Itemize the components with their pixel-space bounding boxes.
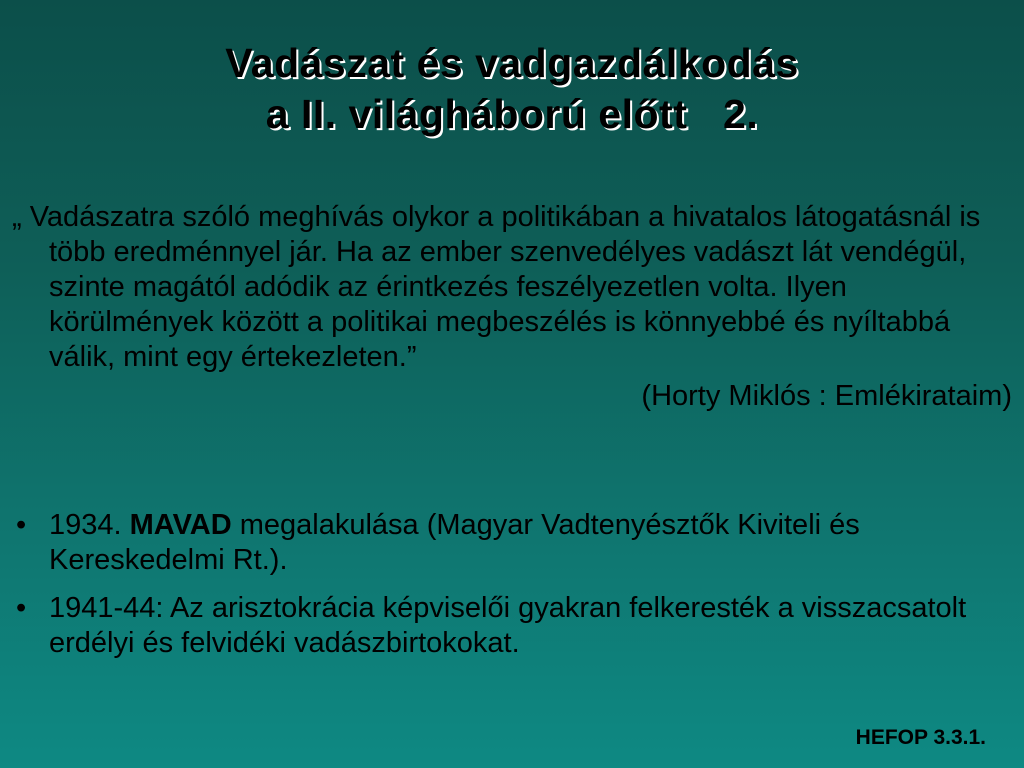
quote-text: „ Vadászatra szóló meghívás olykor a politikában a hivatalos látogatásnál is több eredménnyel jár. Ha az ember szenvedélyes vadászt lát vendégül, szinte magától adódik az érintkezés feszélyezetlen volta. Ilyen körülmények között a politikai megbeszélés is könnyebbé és nyíltabbá válik, mint egy értekezleten.” (12, 201, 981, 373)
bullet-item-aristocracy (12, 591, 1012, 661)
title-line-2: a II. világháború előtt 2. (265, 91, 759, 137)
footer-label: HEFOP 3.3.1. (855, 726, 986, 749)
quote-block (12, 200, 1012, 414)
bullet-marker: • (16, 592, 27, 624)
bullet-rest: megalakulása (Magyar Vadtenyésztők Kiviteli és Kereskedelmi Rt.). (49, 509, 860, 576)
bullet-list (12, 508, 1012, 674)
bullet-prefix: 1934. (49, 509, 130, 541)
title-line-1: Vadászat és vadgazdálkodás (225, 40, 799, 86)
quote-attribution: (Horty Miklós : Emlékirataim) (641, 380, 1012, 412)
bullet-item-mavad (12, 508, 1012, 578)
slide-title (0, 38, 1024, 140)
bullet-text: 1941-44: Az arisztokrácia képviselői gyakran felkeresték a visszacsatolt erdélyi és felvidéki vadászbirtokokat. (49, 592, 967, 659)
bullet-bold-term: MAVAD (129, 509, 232, 541)
bullet-marker: • (16, 509, 27, 541)
